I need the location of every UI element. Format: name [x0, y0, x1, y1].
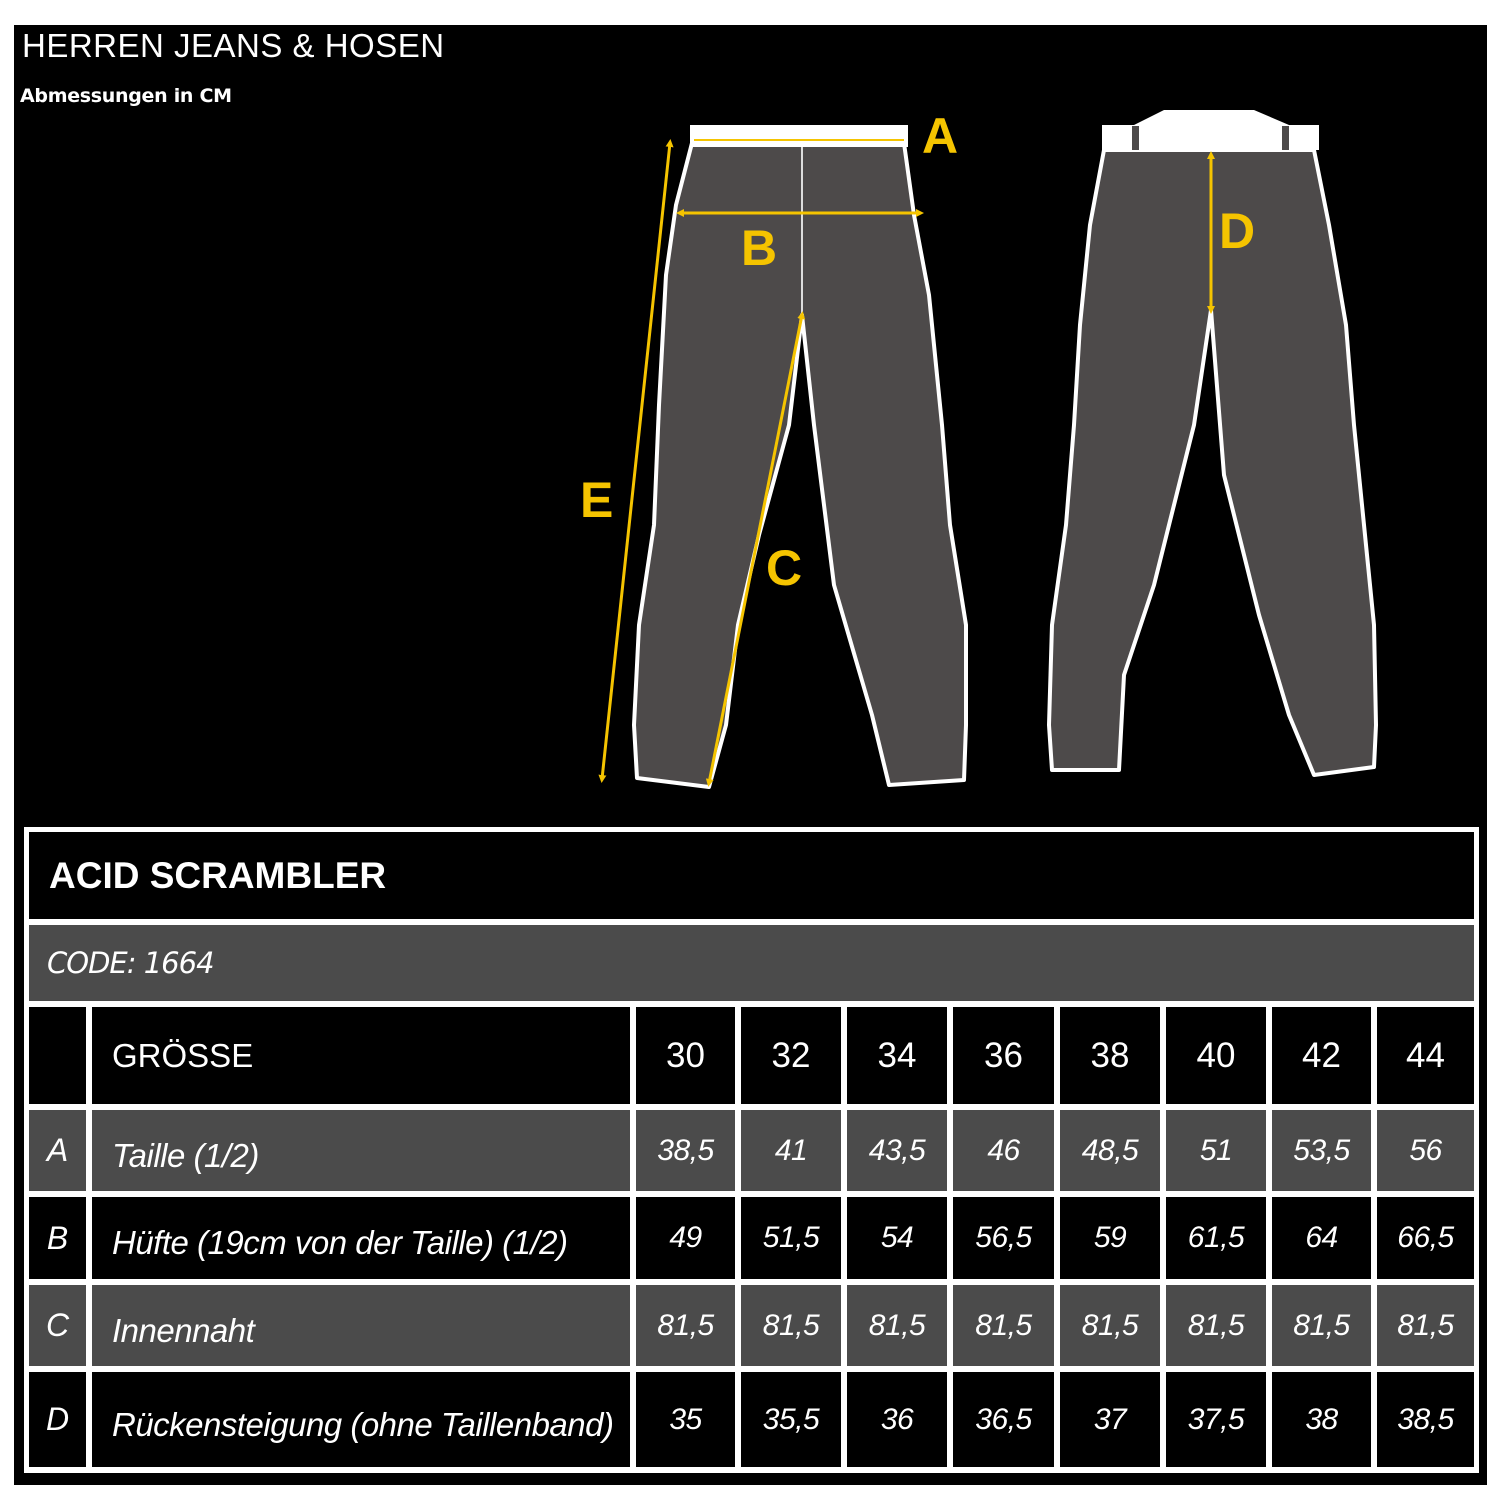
- table-row: [24, 1372, 1479, 1467]
- page-title: HERREN JEANS & HOSEN: [22, 27, 445, 64]
- measurement-value: 37,5: [1166, 1372, 1266, 1467]
- measurement-value: 48,5: [1060, 1110, 1160, 1191]
- measurement-code: D: [29, 1372, 86, 1467]
- measurement-code: A: [29, 1110, 86, 1191]
- label-e: E: [580, 472, 614, 528]
- measurement-value: 81,5: [636, 1285, 735, 1366]
- measurement-code: C: [29, 1285, 86, 1366]
- size-header: 38: [1060, 1007, 1160, 1104]
- front-view-trousers: [634, 125, 966, 787]
- label-a: A: [922, 108, 959, 164]
- front-trouser-body: [634, 143, 966, 787]
- label-b: B: [741, 220, 778, 276]
- measurement-value: 37: [1060, 1372, 1160, 1467]
- belt-loop-left: [1132, 126, 1139, 150]
- size-header: 32: [741, 1007, 841, 1104]
- measurement-value: 38: [1272, 1372, 1371, 1467]
- measurement-value: 51,5: [741, 1197, 841, 1279]
- product-code: CODE: 1664: [29, 925, 1474, 1001]
- table-row: [24, 1285, 1479, 1366]
- measurement-value: 81,5: [953, 1285, 1054, 1366]
- measurement-label: Taille (1/2): [92, 1110, 630, 1191]
- size-header: 34: [847, 1007, 947, 1104]
- measurement-value: 51: [1166, 1110, 1266, 1191]
- unit-subtitle: Abmessungen in CM: [20, 85, 232, 107]
- size-header: 44: [1377, 1007, 1474, 1104]
- measurement-value: 64: [1272, 1197, 1371, 1279]
- measurement-value: 66,5: [1377, 1197, 1474, 1279]
- label-d: D: [1219, 203, 1256, 259]
- measurement-value: 36,5: [953, 1372, 1054, 1467]
- size-header: 30: [636, 1007, 735, 1104]
- product-name: ACID SCRAMBLER: [29, 832, 1474, 919]
- measurement-value: 81,5: [1272, 1285, 1371, 1366]
- table-code-row: [24, 925, 1479, 1001]
- size-header-label: GRÖSSE: [92, 1007, 630, 1104]
- table-row: [24, 1197, 1479, 1279]
- measurement-value: 36: [847, 1372, 947, 1467]
- belt-loop-right: [1282, 126, 1289, 150]
- measurement-value: 56: [1377, 1110, 1474, 1191]
- measurement-value: 38,5: [636, 1110, 735, 1191]
- measurement-label: Rückensteigung (ohne Taillenband): [92, 1372, 630, 1467]
- header-empty-cell: [29, 1007, 86, 1104]
- measurement-value: 46: [953, 1110, 1054, 1191]
- trouser-measurement-diagram: [14, 25, 1487, 825]
- table-row: [24, 1110, 1479, 1191]
- measurement-value: 56,5: [953, 1197, 1054, 1279]
- measurement-value: 81,5: [1060, 1285, 1160, 1366]
- table-header-row: [24, 1007, 1479, 1104]
- size-header: 36: [953, 1007, 1054, 1104]
- label-c: C: [766, 540, 803, 596]
- size-header: 42: [1272, 1007, 1371, 1104]
- size-table: [24, 827, 1479, 1473]
- measurement-value: 53,5: [1272, 1110, 1371, 1191]
- measurement-value: 81,5: [1377, 1285, 1474, 1366]
- measurement-value: 35: [636, 1372, 735, 1467]
- measurement-value: 61,5: [1166, 1197, 1266, 1279]
- measurement-label: Hüfte (19cm von der Taille) (1/2): [92, 1197, 630, 1279]
- measurement-value: 49: [636, 1197, 735, 1279]
- measurement-value: 81,5: [847, 1285, 947, 1366]
- measurement-value: 38,5: [1377, 1372, 1474, 1467]
- measurement-value: 35,5: [741, 1372, 841, 1467]
- size-header: 40: [1166, 1007, 1266, 1104]
- table-title-row: [24, 832, 1479, 919]
- measurement-value: 54: [847, 1197, 947, 1279]
- measurement-value: 81,5: [1166, 1285, 1266, 1366]
- measurement-value: 59: [1060, 1197, 1160, 1279]
- front-waistband: [690, 125, 908, 147]
- measurement-label: Innennaht: [92, 1285, 630, 1366]
- measurement-code: B: [29, 1197, 86, 1279]
- measurement-value: 43,5: [847, 1110, 947, 1191]
- measurement-value: 81,5: [741, 1285, 841, 1366]
- measurement-value: 41: [741, 1110, 841, 1191]
